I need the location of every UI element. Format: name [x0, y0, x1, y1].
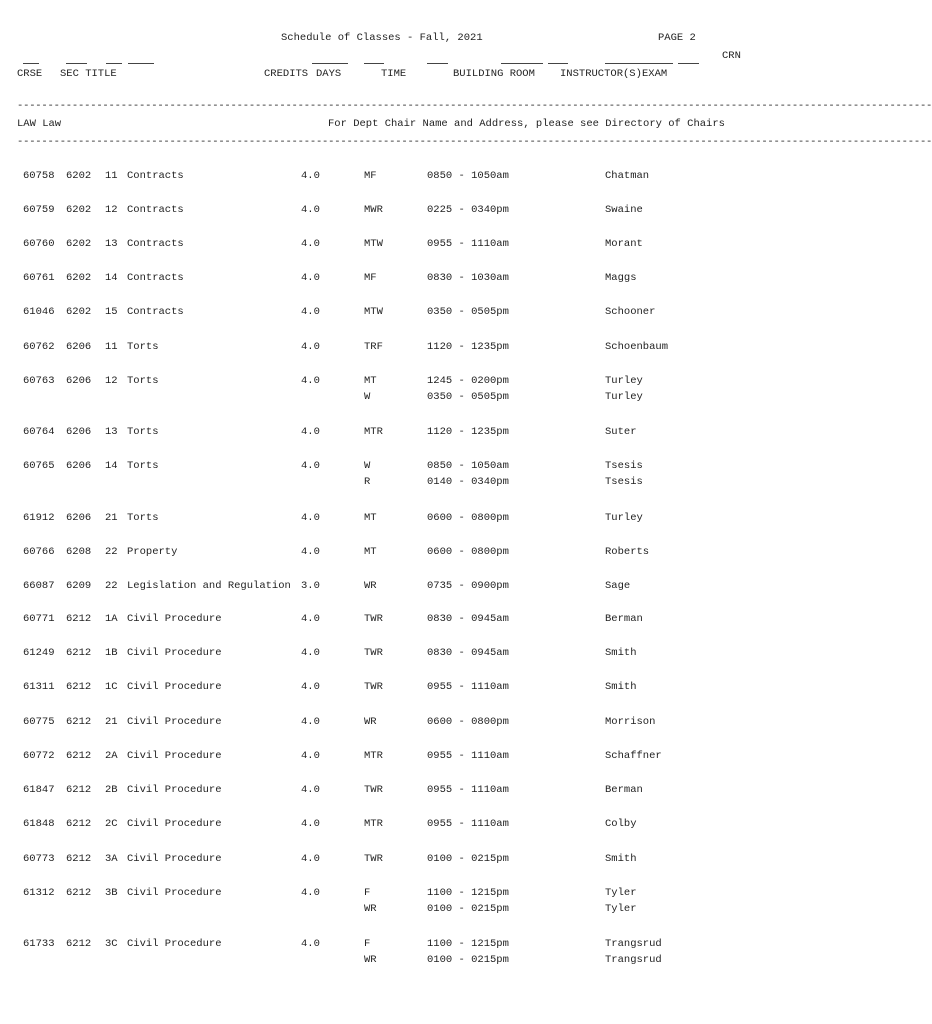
days-cell: WR [364, 954, 377, 966]
instructor-cell: Chatman [605, 170, 650, 182]
course-title-cell: Civil Procedure [127, 853, 222, 865]
crn-cell: 60765 [23, 460, 55, 472]
header-underline [678, 63, 699, 64]
page-number: PAGE 2 [658, 32, 696, 44]
time-cell: 0100 - 0215pm [427, 954, 509, 966]
credits-cell: 4.0 [301, 853, 320, 865]
course-number-cell: 6212 [66, 853, 92, 865]
days-cell: TWR [364, 647, 383, 659]
col-header-days: DAYS [316, 68, 342, 80]
instructor-cell: Tyler [605, 887, 637, 899]
credits-cell: 3.0 [301, 580, 320, 592]
credits-cell: 4.0 [301, 170, 320, 182]
instructor-cell: Suter [605, 426, 637, 438]
course-number-cell: 6206 [66, 426, 92, 438]
course-title-cell: Contracts [127, 272, 184, 284]
time-cell: 0600 - 0800pm [427, 512, 509, 524]
days-cell: MT [364, 512, 377, 524]
course-number-cell: 6212 [66, 750, 92, 762]
course-title-cell: Property [127, 546, 178, 558]
course-title-cell: Torts [127, 426, 159, 438]
credits-cell: 4.0 [301, 716, 320, 728]
time-cell: 0955 - 1110am [427, 238, 509, 250]
crn-cell: 60761 [23, 272, 55, 284]
instructor-cell: Trangsrud [605, 954, 662, 966]
course-number-cell: 6209 [66, 580, 92, 592]
crn-cell: 60763 [23, 375, 55, 387]
time-cell: 0955 - 1110am [427, 750, 509, 762]
crn-cell: 60766 [23, 546, 55, 558]
instructor-cell: Tyler [605, 903, 637, 915]
col-header-time: TIME [381, 68, 407, 80]
course-title-cell: Contracts [127, 170, 184, 182]
days-cell: MTW [364, 238, 383, 250]
section-cell: 3C [105, 938, 118, 950]
course-title-cell: Contracts [127, 306, 184, 318]
header-underline [66, 63, 87, 64]
days-cell: MTR [364, 426, 383, 438]
days-cell: MTW [364, 306, 383, 318]
header-underline [548, 63, 568, 64]
time-cell: 1245 - 0200pm [427, 375, 509, 387]
instructor-cell: Turley [605, 391, 643, 403]
section-cell: 13 [105, 238, 118, 250]
section-cell: 1A [105, 613, 118, 625]
section-cell: 3B [105, 887, 118, 899]
course-number-cell: 6212 [66, 647, 92, 659]
time-cell: 0830 - 1030am [427, 272, 509, 284]
instructor-cell: Sage [605, 580, 631, 592]
course-number-cell: 6212 [66, 716, 92, 728]
time-cell: 0225 - 0340pm [427, 204, 509, 216]
dashed-rule-top: ------------------------------------------------------------------------------------------------------------------------------------------------------ [17, 100, 932, 112]
crn-cell: 61249 [23, 647, 55, 659]
section-cell: 2B [105, 784, 118, 796]
time-cell: 0735 - 0900pm [427, 580, 509, 592]
instructor-cell: Berman [605, 613, 643, 625]
header-underline [427, 63, 448, 64]
course-title-cell: Torts [127, 375, 159, 387]
instructor-cell: Turley [605, 375, 643, 387]
dashed-rule-bottom: ------------------------------------------------------------------------------------------------------------------------------------------------------ [17, 136, 932, 148]
section-cell: 2A [105, 750, 118, 762]
time-cell: 0600 - 0800pm [427, 546, 509, 558]
credits-cell: 4.0 [301, 306, 320, 318]
time-cell: 0140 - 0340pm [427, 476, 509, 488]
course-title-cell: Civil Procedure [127, 887, 222, 899]
time-cell: 0955 - 1110am [427, 818, 509, 830]
instructor-cell: Tsesis [605, 476, 643, 488]
header-underline [501, 63, 543, 64]
header-underline [106, 63, 122, 64]
crn-cell: 60760 [23, 238, 55, 250]
col-header-instructors: INSTRUCTOR(S) [560, 68, 642, 80]
section-cell: 13 [105, 426, 118, 438]
course-number-cell: 6202 [66, 170, 92, 182]
credits-cell: 4.0 [301, 546, 320, 558]
section-cell: 14 [105, 272, 118, 284]
days-cell: WR [364, 903, 377, 915]
header-underline [23, 63, 39, 64]
section-note: For Dept Chair Name and Address, please see Directory of Chairs [328, 118, 725, 130]
credits-cell: 4.0 [301, 818, 320, 830]
crn-label: CRN [722, 50, 741, 62]
time-cell: 0850 - 1050am [427, 460, 509, 472]
course-number-cell: 6212 [66, 818, 92, 830]
section-cell: 12 [105, 204, 118, 216]
crn-cell: 61848 [23, 818, 55, 830]
course-number-cell: 6212 [66, 784, 92, 796]
time-cell: 0100 - 0215pm [427, 853, 509, 865]
instructor-cell: Schoenbaum [605, 341, 669, 353]
credits-cell: 4.0 [301, 613, 320, 625]
course-number-cell: 6212 [66, 887, 92, 899]
crn-cell: 61046 [23, 306, 55, 318]
instructor-cell: Colby [605, 818, 637, 830]
document-title: Schedule of Classes - Fall, 2021 [281, 32, 483, 44]
section-cell: 11 [105, 170, 118, 182]
section-cell: 22 [105, 580, 118, 592]
days-cell: WR [364, 716, 377, 728]
time-cell: 0350 - 0505pm [427, 306, 509, 318]
instructor-cell: Turley [605, 512, 643, 524]
instructor-cell: Maggs [605, 272, 637, 284]
time-cell: 0830 - 0945am [427, 647, 509, 659]
instructor-cell: Schooner [605, 306, 656, 318]
col-header-sec-title: SEC TITLE [60, 68, 117, 80]
credits-cell: 4.0 [301, 512, 320, 524]
days-cell: TWR [364, 784, 383, 796]
instructor-cell: Morrison [605, 716, 656, 728]
days-cell: MTR [364, 750, 383, 762]
crn-cell: 60775 [23, 716, 55, 728]
course-title-cell: Civil Procedure [127, 681, 222, 693]
instructor-cell: Smith [605, 647, 637, 659]
instructor-cell: Trangsrud [605, 938, 662, 950]
section-cell: 21 [105, 512, 118, 524]
course-title-cell: Civil Procedure [127, 613, 222, 625]
days-cell: MT [364, 546, 377, 558]
instructor-cell: Swaine [605, 204, 643, 216]
days-cell: TWR [364, 681, 383, 693]
time-cell: 1100 - 1215pm [427, 887, 509, 899]
time-cell: 0955 - 1110am [427, 681, 509, 693]
credits-cell: 4.0 [301, 375, 320, 387]
section-cell: 22 [105, 546, 118, 558]
instructor-cell: Berman [605, 784, 643, 796]
col-header-credits: CREDITS [264, 68, 309, 80]
credits-cell: 4.0 [301, 341, 320, 353]
credits-cell: 4.0 [301, 681, 320, 693]
crn-cell: 61912 [23, 512, 55, 524]
time-cell: 0350 - 0505pm [427, 391, 509, 403]
course-number-cell: 6208 [66, 546, 92, 558]
credits-cell: 4.0 [301, 426, 320, 438]
crn-cell: 61311 [23, 681, 55, 693]
section-name: LAW Law [17, 118, 62, 130]
credits-cell: 4.0 [301, 784, 320, 796]
time-cell: 1120 - 1235pm [427, 341, 509, 353]
time-cell: 0955 - 1110am [427, 784, 509, 796]
course-number-cell: 6206 [66, 460, 92, 472]
days-cell: W [364, 460, 371, 472]
days-cell: MWR [364, 204, 383, 216]
credits-cell: 4.0 [301, 272, 320, 284]
col-header-crse: CRSE [17, 68, 43, 80]
course-number-cell: 6206 [66, 512, 92, 524]
course-number-cell: 6212 [66, 681, 92, 693]
time-cell: 0830 - 0945am [427, 613, 509, 625]
course-title-cell: Torts [127, 460, 159, 472]
time-cell: 1100 - 1215pm [427, 938, 509, 950]
course-title-cell: Torts [127, 341, 159, 353]
header-underline [605, 63, 673, 64]
credits-cell: 4.0 [301, 647, 320, 659]
crn-cell: 60759 [23, 204, 55, 216]
crn-cell: 60758 [23, 170, 55, 182]
course-number-cell: 6202 [66, 272, 92, 284]
days-cell: W [364, 391, 371, 403]
instructor-cell: Tsesis [605, 460, 643, 472]
days-cell: MF [364, 170, 377, 182]
section-cell: 15 [105, 306, 118, 318]
course-title-cell: Contracts [127, 204, 184, 216]
instructor-cell: Morant [605, 238, 643, 250]
crn-cell: 61312 [23, 887, 55, 899]
crn-cell: 60771 [23, 613, 55, 625]
course-title-cell: Civil Procedure [127, 938, 222, 950]
time-cell: 0100 - 0215pm [427, 903, 509, 915]
header-underline [312, 63, 348, 64]
crn-cell: 60764 [23, 426, 55, 438]
header-underline [128, 63, 154, 64]
credits-cell: 4.0 [301, 238, 320, 250]
credits-cell: 4.0 [301, 938, 320, 950]
course-title-cell: Civil Procedure [127, 750, 222, 762]
col-header-exam: EXAM [642, 68, 668, 80]
course-number-cell: 6202 [66, 306, 92, 318]
instructor-cell: Smith [605, 681, 637, 693]
course-number-cell: 6212 [66, 938, 92, 950]
time-cell: 0600 - 0800pm [427, 716, 509, 728]
course-title-cell: Contracts [127, 238, 184, 250]
time-cell: 0850 - 1050am [427, 170, 509, 182]
section-cell: 12 [105, 375, 118, 387]
course-number-cell: 6206 [66, 375, 92, 387]
section-cell: 3A [105, 853, 118, 865]
instructor-cell: Roberts [605, 546, 650, 558]
course-number-cell: 6206 [66, 341, 92, 353]
crn-cell: 61733 [23, 938, 55, 950]
section-cell: 1C [105, 681, 118, 693]
days-cell: MTR [364, 818, 383, 830]
days-cell: TWR [364, 613, 383, 625]
section-cell: 11 [105, 341, 118, 353]
col-header-building-room: BUILDING ROOM [453, 68, 535, 80]
header-underline [364, 63, 384, 64]
course-title-cell: Legislation and Regulation [127, 580, 291, 592]
credits-cell: 4.0 [301, 204, 320, 216]
section-cell: 2C [105, 818, 118, 830]
course-title-cell: Civil Procedure [127, 818, 222, 830]
days-cell: F [364, 887, 371, 899]
crn-cell: 60762 [23, 341, 55, 353]
course-number-cell: 6202 [66, 238, 92, 250]
days-cell: WR [364, 580, 377, 592]
instructor-cell: Smith [605, 853, 637, 865]
credits-cell: 4.0 [301, 750, 320, 762]
section-cell: 21 [105, 716, 118, 728]
section-cell: 14 [105, 460, 118, 472]
course-title-cell: Civil Procedure [127, 647, 222, 659]
days-cell: R [364, 476, 371, 488]
section-cell: 1B [105, 647, 118, 659]
crn-cell: 60773 [23, 853, 55, 865]
crn-cell: 61847 [23, 784, 55, 796]
course-title-cell: Civil Procedure [127, 716, 222, 728]
days-cell: TRF [364, 341, 383, 353]
credits-cell: 4.0 [301, 460, 320, 472]
days-cell: MT [364, 375, 377, 387]
course-title-cell: Torts [127, 512, 159, 524]
crn-cell: 60772 [23, 750, 55, 762]
course-number-cell: 6202 [66, 204, 92, 216]
course-number-cell: 6212 [66, 613, 92, 625]
course-title-cell: Civil Procedure [127, 784, 222, 796]
crn-cell: 66087 [23, 580, 55, 592]
days-cell: F [364, 938, 371, 950]
instructor-cell: Schaffner [605, 750, 662, 762]
days-cell: MF [364, 272, 377, 284]
time-cell: 1120 - 1235pm [427, 426, 509, 438]
credits-cell: 4.0 [301, 887, 320, 899]
days-cell: TWR [364, 853, 383, 865]
